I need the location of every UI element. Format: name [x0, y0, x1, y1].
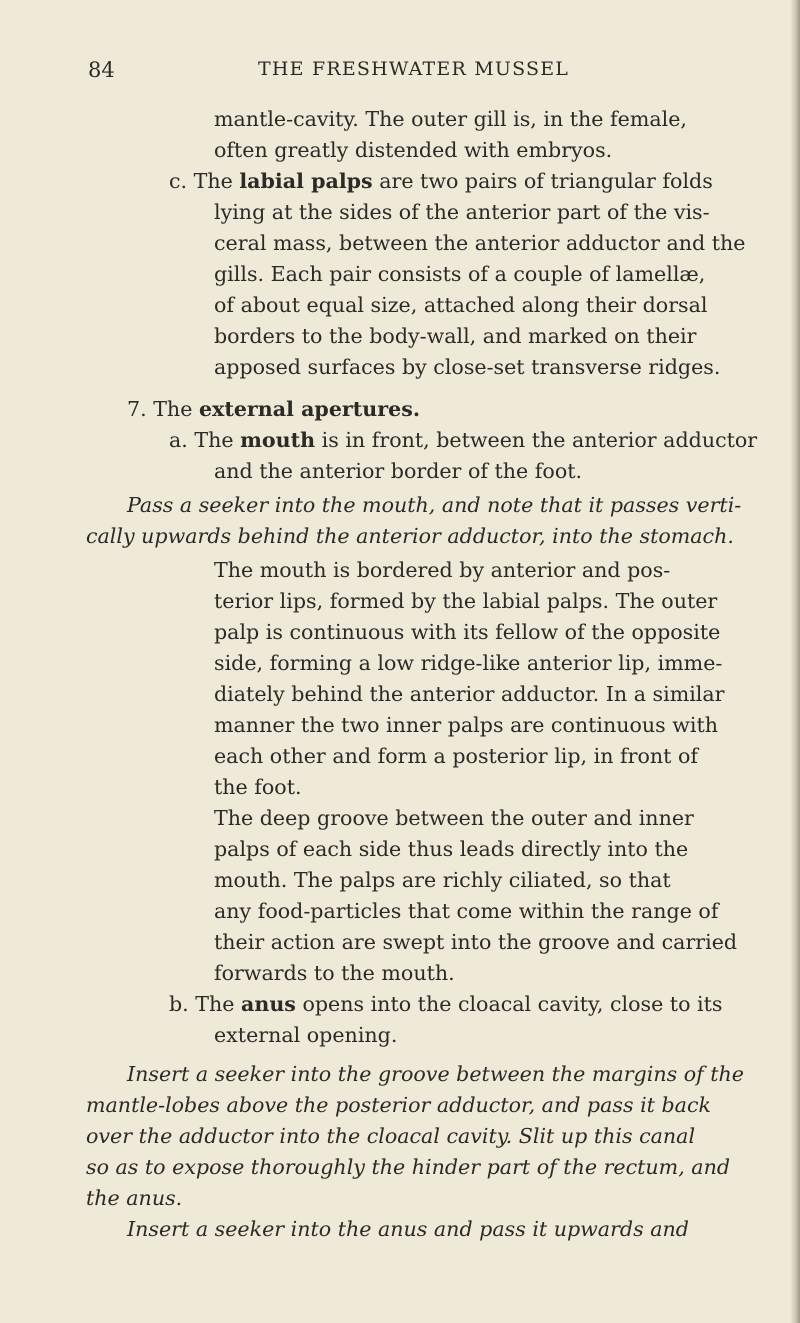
text-line: The deep groove between the outer and inner: [214, 806, 694, 830]
text-line: terior lips, formed by the labial palps. The outer: [214, 589, 718, 613]
text-line: mantle-cavity. The outer gill is, in the female,: [214, 107, 687, 131]
instruction-line: over the adductor into the cloacal cavity. Slit up this canal: [86, 1124, 696, 1148]
text-line: each other and form a posterior lip, in front of: [214, 744, 699, 768]
instruction-line: mantle-lobes above the posterior adductor, and pass it back: [86, 1093, 711, 1117]
text-line: apposed surfaces by close-set transverse ridges.: [214, 355, 721, 379]
text-line: palp is continuous with its fellow of the opposite: [214, 620, 721, 644]
running-title: THE FRESHWATER MUSSEL: [258, 58, 570, 80]
text-line: any food-particles that come within the range of: [214, 899, 719, 923]
text-line: often greatly distended with embryos.: [214, 138, 613, 162]
text-line: forwards to the mouth.: [214, 961, 455, 985]
text-line: side, forming a low ridge-like anterior lip, imme-: [214, 651, 723, 675]
text-line: lying at the sides of the anterior part of the vis-: [214, 200, 710, 224]
text-line: palps of each side thus leads directly into the: [214, 837, 689, 861]
text-line: mouth. The palps are richly ciliated, so that: [214, 868, 671, 892]
text-line: of about equal size, attached along their dorsal: [214, 293, 708, 317]
text-line: diately behind the anterior adductor. In a similar: [214, 682, 725, 706]
text-line: c. The labial palps are two pairs of triangular folds: [169, 169, 713, 193]
instruction-line: so as to expose thoroughly the hinder part of the rectum, and: [86, 1155, 731, 1179]
page-edge-shadow: [790, 0, 800, 1323]
instruction-line: Pass a seeker into the mouth, and note that it passes verti-: [127, 493, 742, 517]
text-line: gills. Each pair consists of a couple of lamellæ,: [214, 262, 706, 286]
text-line: ceral mass, between the anterior adductor and the: [214, 231, 746, 255]
text-line: their action are swept into the groove and carried: [214, 930, 738, 954]
instruction-line: Insert a seeker into the anus and pass it upwards and: [127, 1217, 689, 1241]
instruction-line: cally upwards behind the anterior adductor, into the stomach.: [86, 524, 734, 548]
text-line: b. The anus opens into the cloacal cavity, close to its: [169, 992, 723, 1016]
text-line: 7. The external apertures.: [127, 397, 420, 421]
text-line: manner the two inner palps are continuous with: [214, 713, 719, 737]
text-line: external opening.: [214, 1023, 398, 1047]
instruction-line: Insert a seeker into the groove between the margins of the: [127, 1062, 744, 1086]
page-header: [0, 58, 800, 88]
text-line: the foot.: [214, 775, 302, 799]
text-line: borders to the body-wall, and marked on their: [214, 324, 697, 348]
page-number: 84: [88, 58, 115, 82]
text-line: and the anterior border of the foot.: [214, 459, 583, 483]
text-line: a. The mouth is in front, between the anterior adductor: [169, 428, 758, 452]
text-line: The mouth is bordered by anterior and pos-: [214, 558, 671, 582]
instruction-line: the anus.: [86, 1186, 183, 1210]
